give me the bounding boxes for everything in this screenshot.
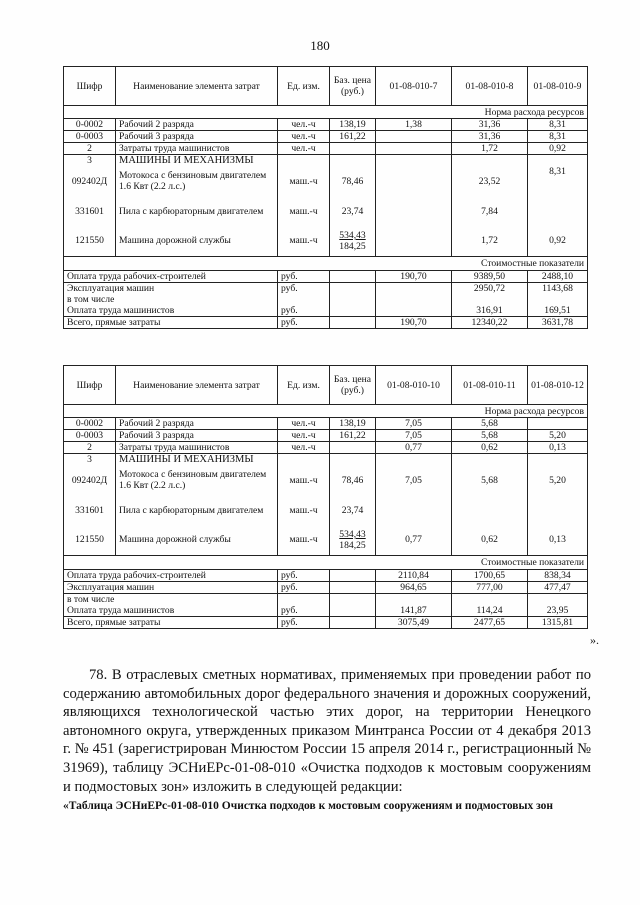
cost-row [64,305,588,317]
row-value: 8,31 [528,131,588,143]
cost-value: 2110,84 [376,569,452,581]
header-code: Шифр [64,67,116,106]
section-name: МАШИНЫ И МЕХАНИЗМЫ [116,155,278,167]
cost-unit: руб. [278,605,330,617]
cost-name: Оплата труда машинистов [64,305,278,317]
machine-price: 534,43 [339,528,366,540]
machine-value [452,495,528,525]
row-code: 2 [64,143,116,155]
table-row [64,131,588,143]
machine-price: 23,74 [330,495,376,525]
row-name: Затраты труда машинистов [116,442,278,454]
cost-value: 23,95 [528,605,588,617]
row-value [528,418,588,430]
machine-unit: маш.-ч [278,226,330,256]
cost-row [64,294,588,305]
machine-price: 78,46 [330,465,376,495]
machine-value [376,226,452,256]
machine-name: Пила с карбюраторным двигателем [116,196,278,226]
row-price: 138,19 [330,418,376,430]
cost-unit: руб. [278,282,330,294]
cost-value: 777,00 [452,581,528,593]
norm-row [64,405,588,418]
row-price: 161,22 [330,430,376,442]
header-name: Наименование элемента затрат [116,67,278,106]
row-value: 1,38 [376,119,452,131]
row-price: 138,19 [330,119,376,131]
cost-label: Стоимостные показатели [64,256,588,270]
machine-code: 092402Д [64,465,116,495]
row-unit: чел.-ч [278,131,330,143]
cost-row [64,316,588,328]
table-caption: «Таблица ЭСНиЕРс-01-08-010 Очистка подходов к мостовым сооружениям и подмостовых зон [63,800,554,812]
row-name: Рабочий 3 разряда [116,131,278,143]
machine-price-cell [330,525,376,555]
cost-value: 838,34 [528,569,588,581]
machine-value: 0,62 [452,525,528,555]
machine-row [64,465,588,495]
row-value: 5,68 [452,418,528,430]
row-code: 0-0002 [64,418,116,430]
cost-name: в том числе [64,294,278,305]
cost-value: 1315,81 [528,616,588,628]
table-header-row [64,366,588,405]
cost-value: 2477,65 [452,616,528,628]
cost-value: 114,24 [452,605,528,617]
header-col-1: 01-08-010-10 [376,366,452,405]
cost-header-row [64,256,588,270]
row-unit: чел.-ч [278,430,330,442]
machine-code: 121550 [64,525,116,555]
row-value: 1,72 [452,143,528,155]
row-price [330,442,376,454]
cost-name: Оплата труда рабочих-строителей [64,270,278,282]
machine-value [528,495,588,525]
header-col-3: 01-08-010-12 [528,366,588,405]
machine-value: 0,13 [528,525,588,555]
machine-price: 184,25 [339,240,366,252]
machine-price: 184,25 [339,539,366,551]
row-name: Рабочий 2 разряда [116,119,278,131]
cost-unit: руб. [278,270,330,282]
row-value: 5,20 [528,430,588,442]
machine-value: 8,31 [528,166,588,196]
machine-code: 331601 [64,196,116,226]
header-base-price: Баз. цена (руб.) [330,366,376,405]
machine-price: 23,74 [330,196,376,226]
machine-unit: маш.-ч [278,525,330,555]
machine-unit: маш.-ч [278,465,330,495]
table-row [64,430,588,442]
cost-name: в том числе [64,593,278,605]
machine-value [376,495,452,525]
cost-name: Всего, прямые затраты [64,316,278,328]
row-unit: чел.-ч [278,143,330,155]
machine-value: 7,05 [376,465,452,495]
cost-label: Стоимостные показатели [64,555,588,569]
row-value [376,131,452,143]
machine-name: Машина дорожной службы [116,525,278,555]
machine-row [64,166,588,196]
row-code: 0-0003 [64,131,116,143]
cost-value: 3075,49 [376,616,452,628]
section-name: МАШИНЫ И МЕХАНИЗМЫ [116,454,278,466]
cost-unit: руб. [278,316,330,328]
cost-value: 964,65 [376,581,452,593]
cost-row [64,282,588,294]
header-base-price: Баз. цена (руб.) [330,67,376,106]
cost-row [64,616,588,628]
row-value: 31,36 [452,131,528,143]
row-code: 0-0003 [64,430,116,442]
cost-value: 2488,10 [528,270,588,282]
cost-row [64,581,588,593]
cost-name: Оплата труда рабочих-строителей [64,569,278,581]
cost-value: 1700,65 [452,569,528,581]
row-price [330,143,376,155]
row-value: 0,92 [528,143,588,155]
cost-value [376,305,452,317]
table-header-row [64,67,588,106]
cost-value: 477,47 [528,581,588,593]
body-paragraph [63,666,591,796]
cost-unit: руб. [278,581,330,593]
resource-table-2 [63,365,588,629]
machine-value: 5,20 [528,465,588,495]
machine-value: 7,84 [452,196,528,226]
cost-value: 190,70 [376,316,452,328]
row-price: 161,22 [330,131,376,143]
machine-row [64,525,588,555]
resource-table-1 [63,66,588,329]
row-unit: чел.-ч [278,119,330,131]
section-row [64,155,588,167]
machine-code: 092402Д [64,166,116,196]
machine-value: 5,68 [452,465,528,495]
cost-value: 190,70 [376,270,452,282]
row-name: Рабочий 3 разряда [116,430,278,442]
table-row [64,119,588,131]
section-code: 3 [64,155,116,167]
row-value [376,143,452,155]
row-value: 7,05 [376,430,452,442]
machine-name: Мотокоса с бензиновым двигателем 1.6 Квт (2.2 л.с.) [116,465,278,495]
cost-value: 12340,22 [452,316,528,328]
row-value: 5,68 [452,430,528,442]
cost-name: Эксплуатация машин [64,581,278,593]
header-col-3: 01-08-010-9 [528,67,588,106]
page-number: 180 [310,38,330,53]
cost-unit: руб. [278,305,330,317]
machine-name: Пила с карбюраторным двигателем [116,495,278,525]
cost-name: Эксплуатация машин [64,282,278,294]
cost-value: 169,51 [528,305,588,317]
row-value: 0,62 [452,442,528,454]
row-value: 8,31 [528,119,588,131]
cost-value: 316,91 [452,305,528,317]
header-unit: Ед. изм. [278,67,330,106]
row-value: 0,13 [528,442,588,454]
machine-value [376,166,452,196]
machine-value: 1,72 [452,226,528,256]
row-name: Рабочий 2 разряда [116,418,278,430]
row-code: 0-0002 [64,119,116,131]
norm-row [64,106,588,119]
cost-name: Всего, прямые затраты [64,616,278,628]
machine-price: 78,46 [330,166,376,196]
table-row [64,418,588,430]
cost-unit: руб. [278,616,330,628]
cost-row [64,270,588,282]
machine-value [528,196,588,226]
cost-value: 9389,50 [452,270,528,282]
cost-value: 3631,78 [528,316,588,328]
paragraph-text: 78. В отраслевых сметных нормативах, применяемых при проведении работ по содержанию автомобильных дорог федерального значения и дорожных сооружений, являющихся технологической частью этих дорог, на территории Ненецкого автономного округа, утвержденных приказом Минтранса России от 4 декабря 2013 г. № 451 (зарегистрирован Минюстом России 15 апреля 2014 г., регистрационный № 31969), таблицу ЭСНиЕРс-01-08-010 «Очистка подходов к мостовым сооружениям и подмостовых зон» изложить в следующей редакции: [63,667,591,795]
cost-header-row [64,555,588,569]
row-unit: чел.-ч [278,442,330,454]
cost-value [376,282,452,294]
machine-code: 121550 [64,226,116,256]
machine-value: 23,52 [452,166,528,196]
machine-unit: маш.-ч [278,196,330,226]
header-unit: Ед. изм. [278,366,330,405]
machine-price-cell [330,226,376,256]
cost-row [64,605,588,617]
machine-code: 331601 [64,495,116,525]
header-col-2: 01-08-010-8 [452,67,528,106]
row-unit: чел.-ч [278,418,330,430]
closing-quote: ». [590,633,599,647]
header-name: Наименование элемента затрат [116,366,278,405]
cost-value: 141,87 [376,605,452,617]
cost-value: 1143,68 [528,282,588,294]
row-value: 31,36 [452,119,528,131]
cost-row [64,593,588,605]
row-name: Затраты труда машинистов [116,143,278,155]
section-code: 3 [64,454,116,466]
machine-unit: маш.-ч [278,495,330,525]
norm-label: Норма расхода ресурсов [64,405,588,418]
machine-row [64,196,588,226]
header-code: Шифр [64,366,116,405]
machine-value: 0,77 [376,525,452,555]
table-row [64,442,588,454]
machine-value: 0,92 [528,226,588,256]
machine-name: Мотокоса с бензиновым двигателем 1.6 Квт (2.2 л.с.) [116,166,278,196]
machine-unit: маш.-ч [278,166,330,196]
norm-label: Норма расхода ресурсов [64,106,588,119]
cost-row [64,569,588,581]
header-col-2: 01-08-010-11 [452,366,528,405]
machine-row [64,495,588,525]
header-col-1: 01-08-010-7 [376,67,452,106]
cost-name: Оплата труда машинистов [64,605,278,617]
cost-value: 2950,72 [452,282,528,294]
row-code: 2 [64,442,116,454]
table-row [64,143,588,155]
machine-price: 534,43 [339,229,366,241]
section-row [64,454,588,466]
cost-unit: руб. [278,569,330,581]
row-value: 7,05 [376,418,452,430]
machine-name: Машина дорожной службы [116,226,278,256]
machine-row [64,226,588,256]
machine-value [376,196,452,226]
row-value: 0,77 [376,442,452,454]
